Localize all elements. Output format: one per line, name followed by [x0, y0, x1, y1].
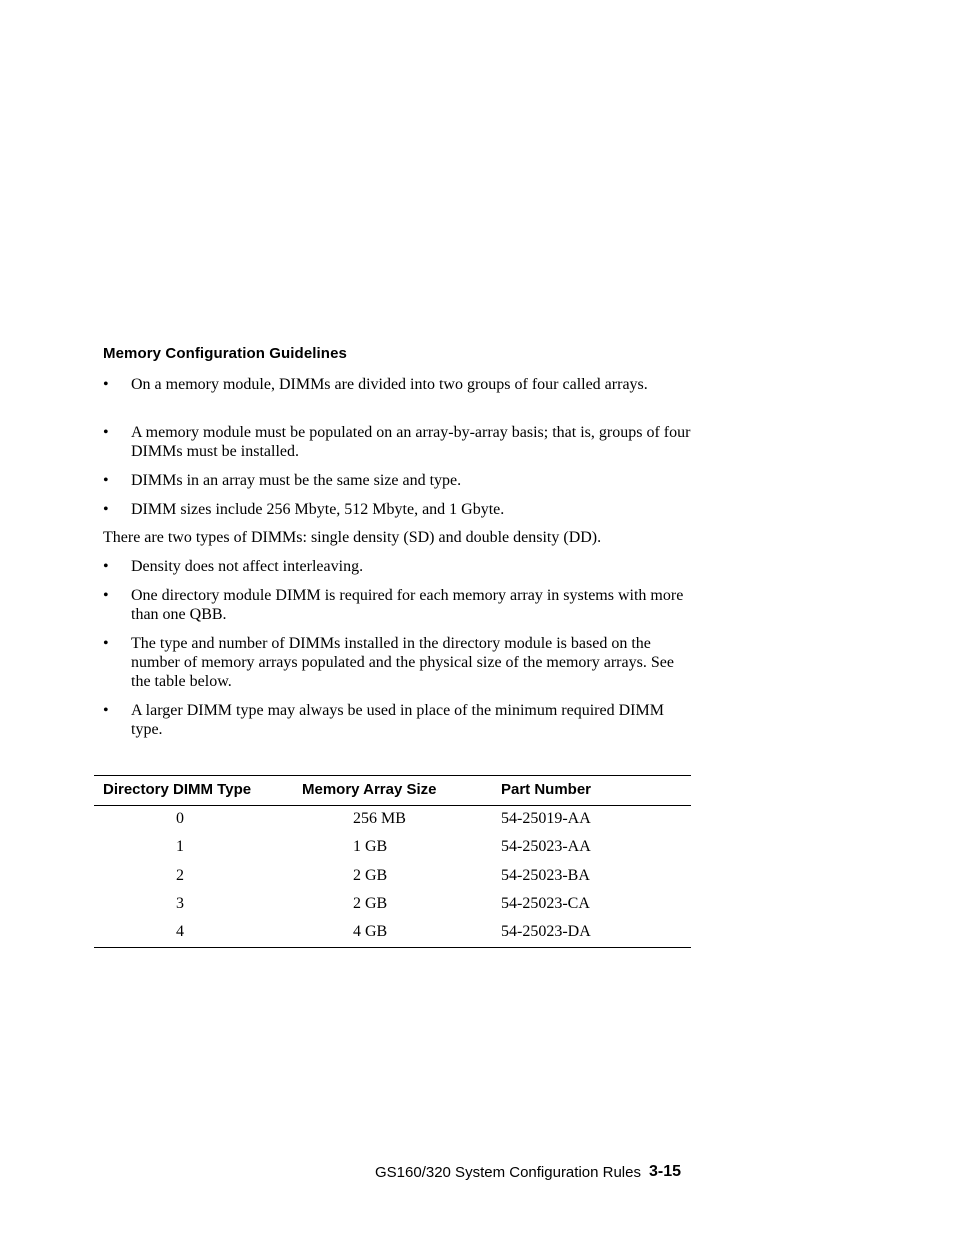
table-cell-array-size: 4 GB	[353, 923, 388, 940]
table-header-rule	[94, 805, 691, 806]
table-cell-part-number: 54-25023-CA	[501, 895, 590, 912]
table-cell-dimm-type: 1	[176, 838, 184, 855]
bullet-marker: •	[103, 376, 109, 393]
bullet-marker: •	[103, 424, 109, 441]
table-cell-array-size: 2 GB	[353, 895, 388, 912]
table-bottom-rule	[94, 947, 691, 948]
list-item-text: Density does not affect interleaving.	[131, 558, 364, 575]
table-cell-dimm-type: 3	[176, 895, 184, 912]
table-cell-part-number: 54-25023-DA	[501, 923, 591, 940]
table-header-memory-array-size: Memory Array Size	[302, 781, 437, 798]
page-number: 3-15	[649, 1163, 682, 1180]
bullet-marker: •	[103, 558, 109, 575]
bullet-marker: •	[103, 587, 109, 604]
table-cell-array-size: 1 GB	[353, 838, 388, 855]
table-cell-dimm-type: 2	[176, 867, 184, 884]
list-item-text: On a memory module, DIMMs are divided into two groups of four called arrays.	[131, 376, 648, 393]
section-heading: Memory Configuration Guidelines	[103, 345, 347, 362]
table-cell-array-size: 256 MB	[353, 810, 406, 827]
table-cell-part-number: 54-25023-AA	[501, 838, 591, 855]
table-cell-dimm-type: 0	[176, 810, 184, 827]
table-top-rule	[94, 775, 691, 776]
table-cell-part-number: 54-25019-AA	[501, 810, 591, 827]
list-item-text: One directory module DIMM is required for each memory array in systems with more than one QBB.	[131, 587, 684, 623]
bullet-marker: •	[103, 702, 109, 719]
footer-title: GS160/320 System Configuration Rules	[375, 1164, 641, 1181]
table-header-part-number: Part Number	[501, 781, 592, 798]
list-item-text: DIMM sizes include 256 Mbyte, 512 Mbyte, and 1 Gbyte.	[131, 501, 505, 518]
bullet-marker: •	[103, 472, 109, 489]
bullet-marker: •	[103, 501, 109, 518]
list-item-text: DIMMs in an array must be the same size and type.	[131, 472, 462, 489]
list-item-text: A memory module must be populated on an array-by-array basis; that is, groups of four DIMMs must be installed.	[131, 424, 691, 460]
table-header-directory-dimm-type: Directory DIMM Type	[103, 781, 252, 798]
intro-paragraph: There are two types of DIMMs: single density (SD) and double density (DD).	[103, 529, 602, 546]
table-cell-array-size: 2 GB	[353, 867, 388, 884]
table-cell-part-number: 54-25023-BA	[501, 867, 590, 884]
bullet-marker: •	[103, 635, 109, 652]
list-item-text: A larger DIMM type may always be used in place of the minimum required DIMM type.	[131, 702, 664, 738]
list-item-text: The type and number of DIMMs installed in the directory module is based on the number of memory arrays populated and the physical size of the memory arrays. See the table below.	[131, 635, 674, 690]
table-cell-dimm-type: 4	[176, 923, 184, 940]
